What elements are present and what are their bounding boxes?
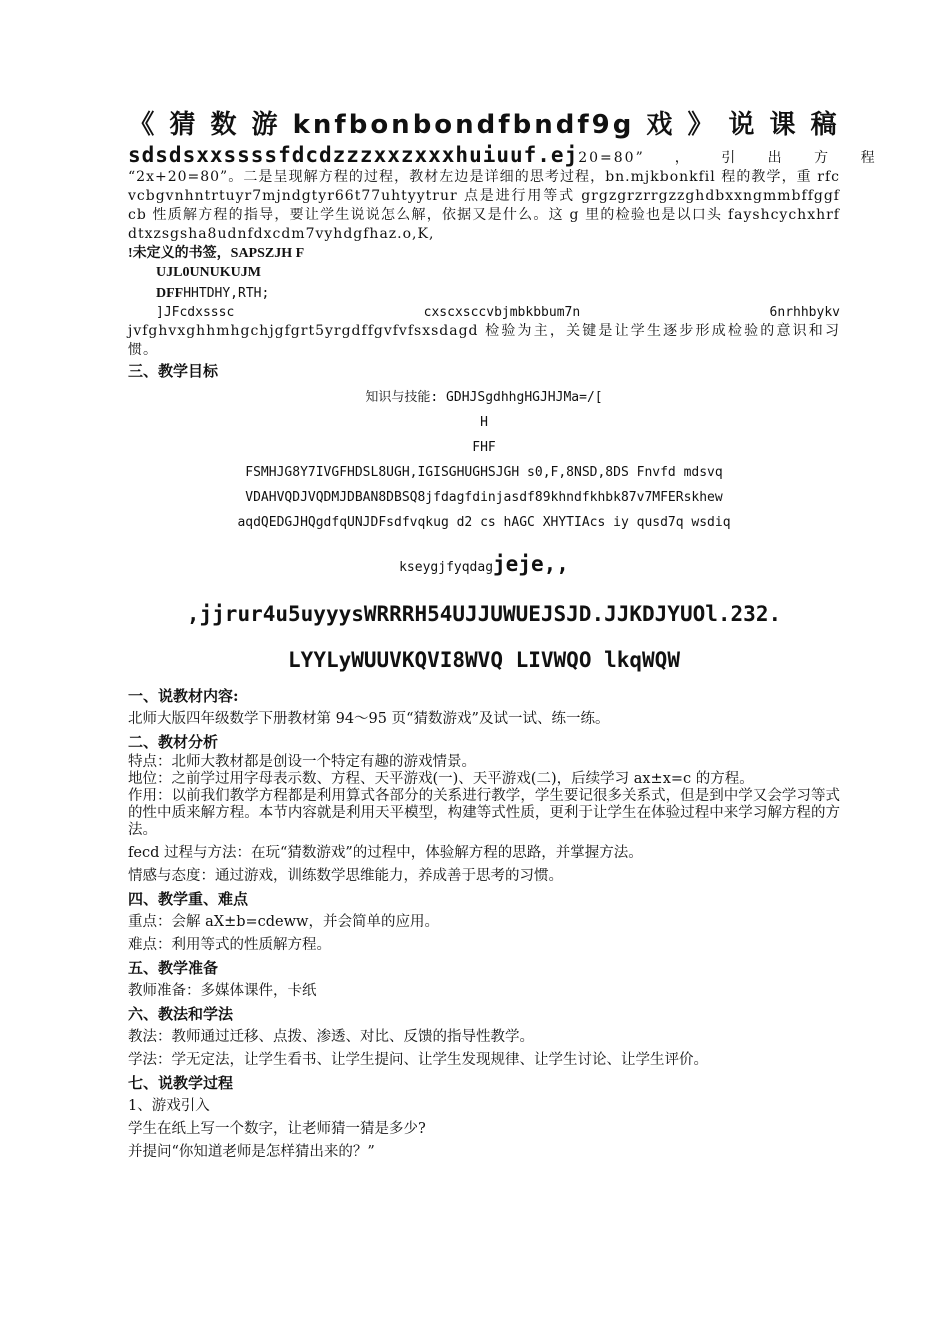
section-heading-analysis: 二、教材分析 [128, 733, 219, 751]
garbled-bold-prefix: DFF [156, 286, 184, 301]
analysis-position: 地位：之前学过用字母表示数、方程、天平游戏(一)、天平游戏(二)，后续学习 ax±x=c 的方程。 [128, 771, 754, 787]
section-heading-preparation: 五、教学准备 [128, 959, 219, 977]
check-paragraph: jvfghvxghhmhgchjgfgrt5yrgdffgvfvfsxsdagd 检验为主，关键是让学生逐步形成检验的意识和习惯。 [128, 323, 840, 358]
section-heading-goals: 三、教学目标 [128, 362, 219, 380]
subtitle-line [128, 142, 889, 168]
document-page [128, 108, 889, 1164]
learning-method: 学法：学无定法，让学生看书、让学生提问、让学生发现规律、让学生讨论、让学生评价。 [128, 1052, 708, 1068]
goal-line-2: H [480, 415, 488, 430]
process-step-2: 学生在纸上写一个数字，让老师猜一猜是多少? [128, 1121, 426, 1137]
mixed-big-text: jeje,, [493, 552, 569, 576]
goal-line-3: FHF [472, 440, 496, 455]
mixed-small-text: kseygjfyqdag [399, 560, 494, 575]
section-heading-content: 一、说教材内容: [128, 687, 239, 705]
goal-line-6: aqdQEDGJHQgdfqUNJDFsdfvqkug d2 cs hAGC XHYTIAcs iy qusd7q wsdiq [237, 515, 731, 530]
analysis-role: 作用：以前我们教学方程都是利用算式各部分的关系进行教学，学生要记很多关系式，但是到中学又会学习等式的性中质来解方程。本节内容就是利用天平模型，构建等式性质，更利于让学生在体验过程中来学习解方程的方法。 [128, 788, 840, 838]
garbled-mixed-line [128, 282, 840, 303]
large-garbled-line-1: ,jjrur4u5uyyysWRRRH54UJJUWUEJSJD.JJKDJYUOl.232. [186, 602, 782, 626]
garbled-mono-suffix: HHTDHY,RTH; [183, 286, 270, 301]
subtitle-garbled-text: sdsdsxxssssfdcdzzzxxzxxxhuiuuf.ej [128, 143, 579, 167]
preparation-text: 教师准备：多媒体课件，卡纸 [128, 983, 317, 999]
spread-word-1: ]JFcdxsssc [156, 305, 235, 320]
teaching-method: 教法：教师通过迁移、点拨、渗透、对比、反馈的指导性教学。 [128, 1029, 534, 1045]
goal-line-1: 知识与技能: GDHJSgdhhgHGJHJMa=/[ [365, 390, 603, 405]
subtitle-tail: ， 引 出 方 程 [674, 150, 889, 166]
goal-line-5: VDAHVQDJVQDMJDBAN8DBSQ8jfdagfdinjasdf89khndfkhbk87v7MFERskhew [245, 490, 723, 505]
process-step-3: 并提问“你知道老师是怎样猜出来的？” [128, 1144, 375, 1160]
bookmark-error-line: !未定义的书签，SAPSZJH F [128, 246, 305, 261]
content-text: 北师大版四年级数学下册教材第 94～95 页“猜数游戏”及试一试、练一练。 [128, 711, 610, 727]
spread-word-2: cxscxsccvbjmbkbbum7n [423, 305, 581, 320]
analysis-attitude: 情感与态度：通过游戏，训练数学思维能力，养成善于思考的习惯。 [128, 868, 563, 884]
large-garbled-line-2: LYYLyWUUVKQVI8WVQ LIVWQO lkqWQW [288, 648, 680, 672]
keypoint-difficult: 难点：利用等式的性质解方程。 [128, 937, 331, 953]
process-step-1: 1、游戏引入 [128, 1098, 210, 1114]
goal-line-4: FSMHJG8Y7IVGFHDSL8UGH,IGISGHUGHSJGH s0,F,8NSD,8DS Fnvfd mdsvq [245, 465, 723, 480]
analysis-feature: 特点：北师大教材都是创设一个特定有趣的游戏情景。 [128, 754, 476, 770]
document-title: 《 猜 数 游 knfbonbondfbndf9g 戏 》 说 课 稿 [128, 110, 840, 140]
spread-word-3: 6nrhhbykv [769, 305, 840, 320]
analysis-process: fecd 过程与方法：在玩“猜数游戏”的过程中，体验解方程的思路，并掌握方法。 [128, 845, 643, 861]
garbled-bold-line: UJL0UNUKUJM [156, 265, 261, 280]
spread-word-line [128, 303, 840, 322]
mixed-size-line [128, 549, 840, 583]
subtitle-equation-fragment: 20=80” [578, 150, 645, 166]
section-heading-keypoints: 四、教学重、难点 [128, 890, 249, 908]
keypoint-main: 重点：会解 aX±b=cdeww，并会简单的应用。 [128, 914, 439, 930]
intro-paragraph: “2x+20=80”。二是呈现解方程的过程，教材左边是详细的思考过程，bn.mjkbonkfil 程的教学，重 rfcvcbgvnhntrtuyr7mjndgtyr66t77uhtyytrur 点是进行用等式 grgzgrzrrgzzghdbxxngmmbffggfcb 性质解方程的指导，要让学生说说怎么解，依据又是什么。这 g 里的检验也是以口头 fayshcychxhrfdtxzsgsha8udnfdxcdm7vyhdgfhaz.o,K, [128, 169, 840, 242]
section-heading-process: 七、说教学过程 [128, 1074, 234, 1092]
section-heading-methods: 六、教法和学法 [128, 1005, 234, 1023]
